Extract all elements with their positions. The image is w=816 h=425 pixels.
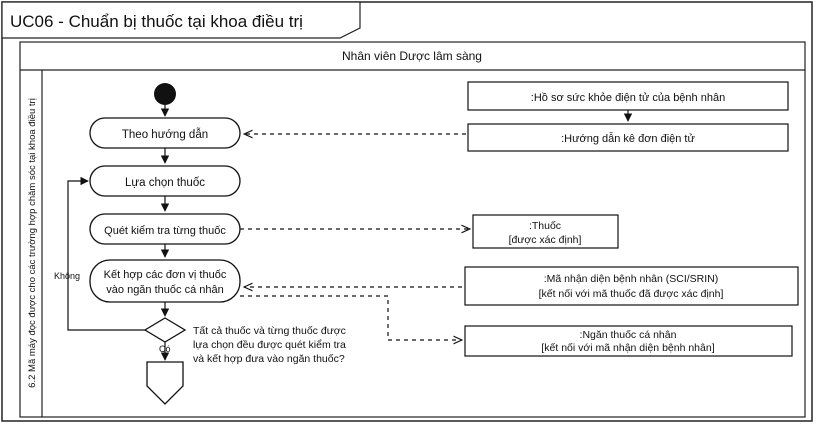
decision-question-line1: Tất cả thuốc và từng thuốc được bbox=[193, 325, 346, 337]
action-ket-hop-label-line2: vào ngăn thuốc cá nhân bbox=[106, 284, 224, 296]
flow-no-loop bbox=[68, 181, 145, 330]
continuation-connector bbox=[147, 362, 183, 404]
side-label: 6.2 Mã máy đọc được cho các trường hợp chăm sóc tại khoa điều trị bbox=[27, 98, 38, 388]
action-theo-huong-dan-label: Theo hướng dẫn bbox=[121, 129, 209, 141]
decision-node bbox=[145, 318, 185, 342]
object-ho-so-label: :Hồ sơ sức khỏe điện tử của bệnh nhân bbox=[530, 92, 726, 104]
object-ma-nhan-dien-line2: [kết nối với mã thuốc đã được xác định] bbox=[538, 288, 724, 300]
decision-question-line3: và kết hợp đưa vào ngăn thuốc? bbox=[193, 353, 345, 365]
object-thuoc-line1: :Thuốc bbox=[528, 220, 562, 232]
action-lua-chon-thuoc-label: Lựa chọn thuốc bbox=[125, 177, 205, 189]
lane-header: Nhân viên Dược lâm sàng bbox=[342, 49, 482, 63]
decision-yes-label: Có bbox=[159, 344, 171, 354]
object-thuoc-line2: [được xác định] bbox=[508, 234, 582, 246]
object-ngan-thuoc-line2: [kết nối với mã nhận diện bệnh nhân] bbox=[541, 342, 715, 354]
object-ngan-thuoc-line1: :Ngăn thuốc cá nhân bbox=[579, 329, 677, 341]
decision-no-label: Không bbox=[54, 271, 81, 281]
object-huong-dan-ke-don-label: :Hướng dẫn kê đơn điện tử bbox=[561, 133, 695, 145]
object-ma-nhan-dien-line1: :Mã nhận diện bệnh nhân (SCI/SRIN) bbox=[543, 273, 719, 285]
decision-question-line2: lựa chọn đều được quét kiểm tra bbox=[193, 339, 346, 351]
diagram-title: UC06 - Chuẩn bị thuốc tại khoa điều trị bbox=[10, 12, 303, 31]
action-quet-kiem-tra-label: Quét kiểm tra từng thuốc bbox=[104, 225, 226, 237]
initial-node bbox=[154, 83, 176, 105]
action-ket-hop-label-line1: Kết hợp các đơn vị thuốc bbox=[103, 269, 227, 281]
frame-border bbox=[2, 2, 812, 421]
